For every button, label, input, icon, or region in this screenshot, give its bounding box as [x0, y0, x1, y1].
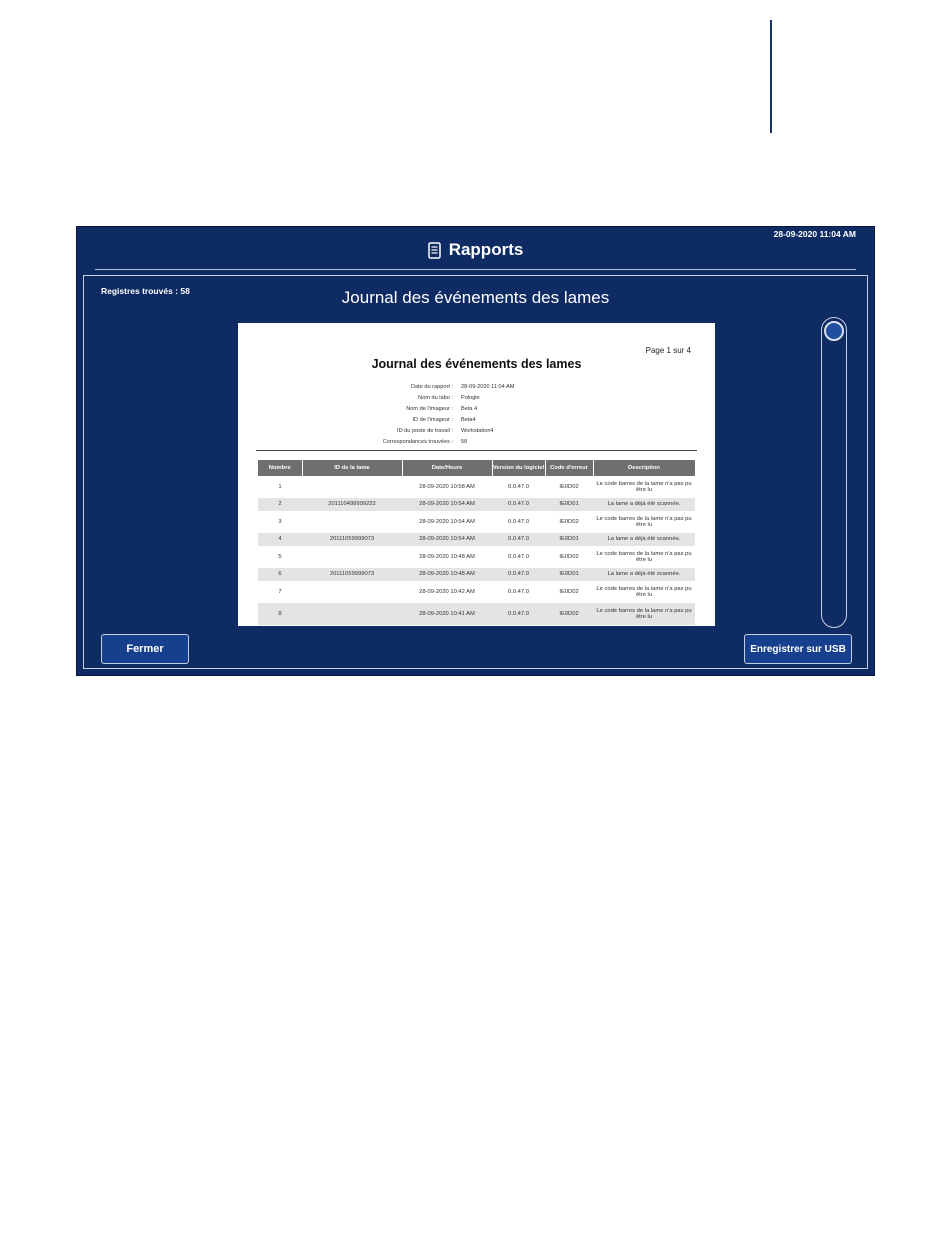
meta-key: ID de l'imageur : [412, 416, 453, 423]
table-row [258, 533, 695, 546]
meta-value: 58 [461, 438, 468, 445]
row-datetime: 28-09-2020 10:42 AM [419, 588, 475, 595]
meta-value: Workstation4 [461, 427, 494, 434]
report-title: Journal des événements des lames [371, 357, 582, 371]
row-number: 8 [258, 603, 302, 625]
row-datetime: 28-09-2020 10:58 AM [419, 483, 475, 490]
events-table [258, 460, 696, 625]
meta-key: Date du rapport : [411, 383, 453, 390]
row-number: 1 [278, 483, 282, 490]
meta-key: Nom de l'imageur : [406, 405, 453, 412]
software-version: 0.0.47.0 [492, 533, 545, 546]
scrollbar[interactable] [821, 317, 847, 628]
meta-key: ID du poste de travail : [397, 427, 453, 434]
meta-value: Beta 4 [461, 405, 478, 412]
scrollbar-thumb[interactable] [824, 321, 844, 341]
row-description: Le code barres de la lame n'a pas pu être lu [593, 603, 695, 625]
table-row [258, 498, 695, 511]
table-row [258, 476, 695, 498]
row-datetime: 28-09-2020 10:54 AM [402, 533, 492, 546]
software-version: 0.0.47.0 [492, 603, 545, 625]
meta-row [278, 414, 638, 425]
meta-row [278, 381, 638, 392]
row-number: 5 [278, 553, 282, 560]
screen-header [77, 235, 874, 265]
meta-row [278, 392, 638, 403]
close-button[interactable]: Fermer [101, 634, 189, 664]
slide-id [302, 603, 402, 625]
meta-row [278, 425, 638, 436]
report-divider [256, 450, 697, 451]
row-datetime: 28-09-2020 10:41 AM [402, 603, 492, 625]
table-row [258, 568, 695, 581]
slide-id: 201110499999222 [302, 498, 402, 511]
column-header: Code d'erreur [545, 460, 593, 476]
slide-id [302, 476, 402, 498]
software-version: 0.0.47.0 [492, 498, 545, 511]
report-preview[interactable] [238, 323, 715, 626]
slide-id: 20111059999073 [302, 533, 402, 546]
datetime-display: 28-09-2020 11:04 AM [773, 229, 856, 239]
slide-id [302, 581, 402, 603]
error-code: IE0D02 [559, 518, 579, 525]
row-description: La lame a déjà été scannée. [593, 498, 695, 511]
error-code: IE0D02 [559, 553, 579, 560]
software-version: 0.0.47.0 [508, 518, 529, 525]
column-header: Date/Heure [402, 460, 492, 476]
table-row [258, 511, 695, 533]
row-description: La lame a déjà été scannée. [593, 568, 695, 581]
slide-id: 20111059999073 [302, 568, 402, 581]
error-code: IE0D02 [545, 603, 593, 625]
row-datetime: 28-09-2020 10:54 AM [402, 498, 492, 511]
column-header: ID de la lame [302, 460, 402, 476]
row-datetime: 28-09-2020 10:48 AM [402, 568, 492, 581]
panel-title: Journal des événements des lames [341, 288, 610, 307]
meta-row [278, 436, 638, 447]
error-code: IE0D01 [545, 533, 593, 546]
slide-id [302, 511, 402, 533]
row-number: 4 [258, 533, 302, 546]
meta-key: Correspondances trouvées : [382, 438, 453, 445]
row-description: Le code barres de la lame n'a pas pu être lu [596, 515, 692, 528]
error-code: IE0D02 [559, 588, 579, 595]
records-found-count: 58 [180, 286, 190, 296]
records-found-label: Registres trouvés : [101, 286, 178, 296]
software-version: 0.0.47.0 [508, 483, 529, 490]
error-code: IE0D01 [545, 568, 593, 581]
report-panel [83, 275, 868, 669]
table-row [258, 603, 695, 625]
reports-screen [76, 226, 875, 676]
row-description: La lame a déjà été scannée. [593, 533, 695, 546]
row-number: 2 [258, 498, 302, 511]
column-header: Description [593, 460, 695, 476]
report-meta [278, 381, 638, 447]
column-header: Nombre [258, 460, 302, 476]
row-number: 3 [278, 518, 282, 525]
table-row [258, 581, 695, 603]
table-row [258, 546, 695, 568]
screen-title: Rapports [448, 240, 524, 259]
meta-row [278, 403, 638, 414]
row-datetime: 28-09-2020 10:54 AM [419, 518, 475, 525]
document-icon [428, 242, 441, 259]
row-description: Le code barres de la lame n'a pas pu être lu [596, 480, 692, 493]
error-code: IE0D02 [559, 483, 579, 490]
slide-id [302, 546, 402, 568]
page-margin-rule [770, 20, 772, 133]
save-usb-button[interactable]: Enregistrer sur USB [744, 634, 852, 664]
row-description: Le code barres de la lame n'a pas pu être lu [596, 550, 692, 563]
row-description: Le code barres de la lame n'a pas pu être lu [596, 585, 692, 598]
software-version: 0.0.47.0 [492, 568, 545, 581]
meta-key: Nom du labo : [418, 394, 453, 401]
meta-value: Pologie [461, 394, 480, 401]
row-number: 6 [258, 568, 302, 581]
meta-value: Beta4 [461, 416, 476, 423]
software-version: 0.0.47.0 [508, 588, 529, 595]
page-indicator: Page 1 sur 4 [645, 346, 691, 355]
row-datetime: 28-09-2020 10:48 AM [419, 553, 475, 560]
header-divider [95, 269, 856, 270]
software-version: 0.0.47.0 [508, 553, 529, 560]
error-code: IE0D01 [545, 498, 593, 511]
meta-value: 28-09-2020 11:04 AM [461, 383, 515, 390]
row-number: 7 [278, 588, 282, 595]
column-header: Version du logiciel [492, 460, 545, 476]
